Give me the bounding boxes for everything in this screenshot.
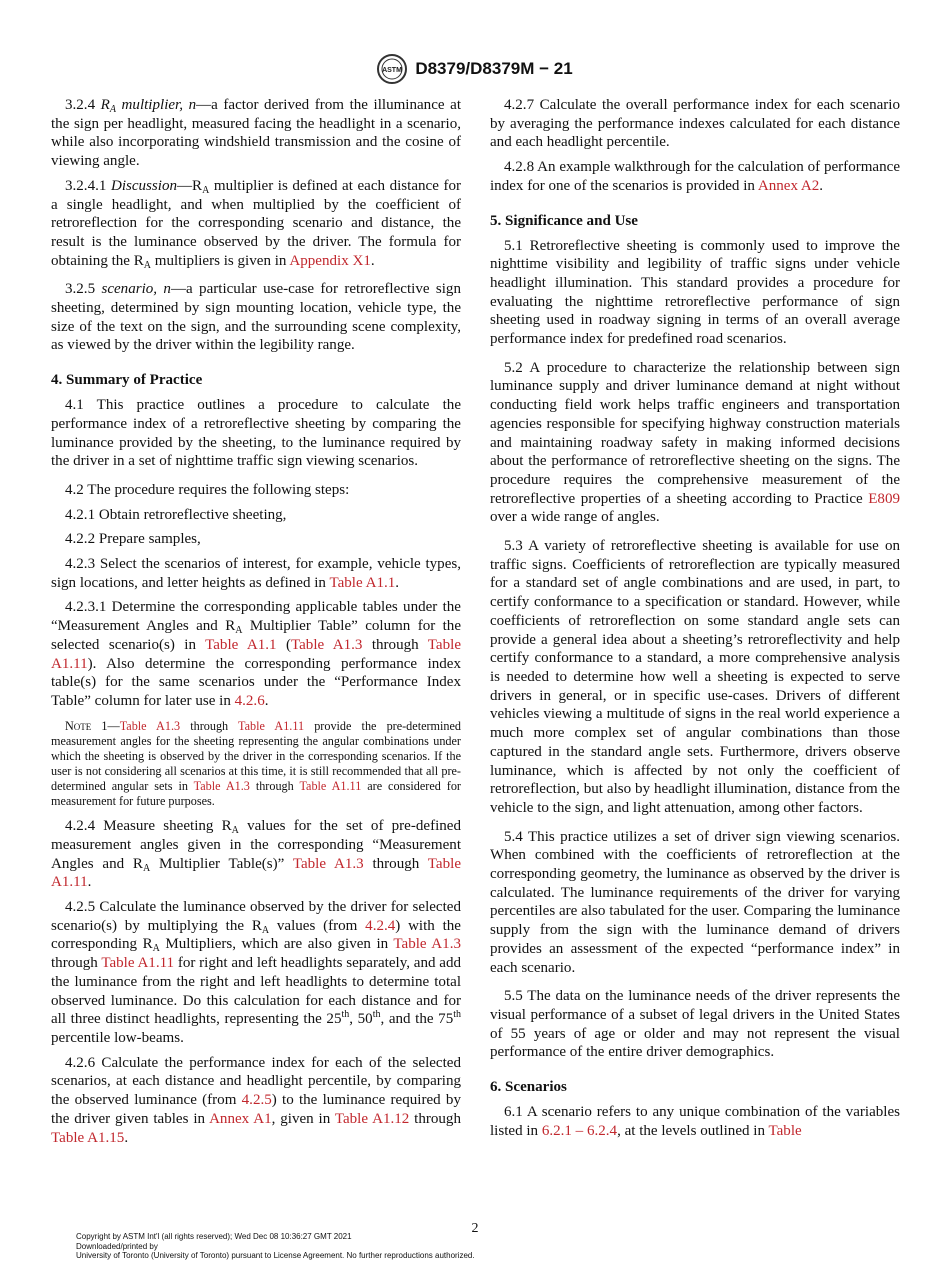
- heading-summary-of-practice: 4. Summary of Practice: [51, 372, 203, 389]
- para-4-2-8: 4.2.8 An example walkthrough for the calculation of performance index for one of the scenarios is provided in Annex A2.: [490, 159, 900, 194]
- link-table-a1-3[interactable]: Table A1.3: [292, 855, 364, 872]
- link-table-a1-15[interactable]: Table A1.15: [51, 1129, 125, 1146]
- footer-line-1: Copyright by ASTM Int'l (all rights reserved); Wed Dec 08 10:36:27 GMT 2021: [76, 1232, 352, 1241]
- logo-text: ASTM: [382, 67, 403, 74]
- link-table[interactable]: Table: [768, 1122, 802, 1139]
- para-5-5: 5.5 The data on the luminance needs of the driver represents the visual performance of a subset of legal drivers in the United States of 55 years of age or older and may not represent the visual performance of the entire driver demographics.: [490, 988, 900, 1061]
- para-3-2-4-1: 3.2.4.1 $Discussion—R_A$ multiplier is defined at each distance for a single headlight, and when multiplied by the coefficient of retroreflection for the corresponding scenario and distance, the result is the luminance observed by the driver. The formula for obtaining the $R_A$ multipliers is given in Appendix X1.: [51, 177, 461, 271]
- link-table-a1-3[interactable]: Table A1.3: [193, 779, 250, 794]
- link-e809[interactable]: E809: [868, 490, 900, 507]
- link-table-a1-11[interactable]: Table A1.11: [51, 855, 461, 891]
- para-4-2-4: 4.2.4 Measure sheeting $R_A$ values for the set of pre-defined measurement angles given in the corresponding “Measurement Angles and $R_A$ Multiplier Table(s)” Table A1.3 through Table A1.11.: [51, 818, 461, 891]
- para-4-2-7: 4.2.7 Calculate the overall performance index for each scenario by averaging the performance indexes calculated for each distance and each headlight percentile.: [490, 97, 900, 151]
- heading-scenarios: 6. Scenarios: [490, 1079, 567, 1096]
- link-4-2-4[interactable]: 4.2.4: [365, 917, 396, 934]
- para-4-2: 4.2 The procedure requires the following steps:: [65, 481, 350, 498]
- link-annex-a2[interactable]: Annex A2: [757, 177, 820, 194]
- left-column: [51, 96, 461, 1153]
- note-1: Note 1—Table A1.3 through Table A1.11 provide the pre-determined measurement angles for the sheeting representing the angular combinations under which the sheeting is observed by the driver in the corresponding scenarios. If the user is not considering all scenarios at this time, it is still recommended that all pre-determined angular sets in Table A1.3 through Table A1.11 are considered for measurement for future purposes.: [51, 718, 462, 809]
- para-4-2-2: 4.2.2 Prepare samples,: [65, 531, 201, 548]
- link-appendix-x1[interactable]: Appendix X1: [289, 252, 371, 269]
- para-4-2-1: 4.2.1 Obtain retroreflective sheeting,: [65, 506, 287, 523]
- para-5-4: 5.4 This practice utilizes a set of driver sign viewing scenarios. When combined with the coefficients of retroreflection at the corresponding geometry, the luminance as observed by the driver is calculated. The luminance requirements of the driver for varying percentiles are also tabulated for the user. Comparing the luminance supply from the sign with the luminance demand of drivers provides an assessment of the expected “performance index” in each scenario.: [490, 828, 900, 976]
- footer-line-2: Downloaded/printed by: [76, 1241, 158, 1251]
- link-table-a1-1[interactable]: Table A1.1: [329, 574, 396, 591]
- page-header: [0, 54, 950, 84]
- document-id: D8379/D8379M − 21: [415, 59, 573, 78]
- link-6-2-1-to-6-2-4[interactable]: 6.2.1 – 6.2.4: [541, 1122, 618, 1139]
- para-4-2-3: 4.2.3 Select the scenarios of interest, for example, vehicle types, sign locations, and letter heights as defined in Table A1.1.: [51, 556, 461, 591]
- para-6-1: 6.1 A scenario refers to any unique combination of the variables listed in 6.2.1 – 6.2.4, at the levels outlined in Table: [490, 1104, 900, 1139]
- link-annex-a1[interactable]: Annex A1: [209, 1110, 272, 1127]
- page-number: 2: [471, 1221, 479, 1236]
- para-5-2: 5.2 A procedure to characterize the relationship between sign luminance supply and driver luminance demand at night without conducting field work helps traffic engineers and transportation agencies responsible for specifying highway construction materials and maintaining roadway safety in making informed decisions about the performance of retroreflective sheeting on the signs. The procedure requires the comprehensive measurement of the retroreflective properties of a sheeting according to Practice E809 over a wide range of angles.: [490, 359, 900, 526]
- link-table-a1-11[interactable]: Table A1.11: [299, 779, 362, 794]
- para-4-2-3-1: 4.2.3.1 Determine the corresponding applicable tables under the “Measurement Angles and $R_A$ Multiplier Table” column for the selected scenario(s) in Table A1.1 (Table A1.3 through Table A1.11). Also determine the corresponding performance index table(s) for the same scenarios under the “Performance Index Table” column for later use in 4.2.6.: [51, 599, 461, 709]
- footer-line-3: University of Toronto (University of Toronto) pursuant to License Agreement. No further reproductions authorized.: [76, 1251, 475, 1261]
- para-4-2-6: 4.2.6 Calculate the performance index for each of the selected scenarios, at each distance and headlight percentile, by comparing the observed luminance (from 4.2.5) to the luminance required by the driver given tables in Annex A1, given in Table A1.12 through Table A1.15.: [51, 1054, 461, 1146]
- link-table-a1-3[interactable]: Table A1.3: [290, 636, 363, 653]
- link-table-a1-11[interactable]: Table A1.11: [238, 718, 305, 733]
- astm-logo: [377, 54, 407, 84]
- link-table-a1-11[interactable]: Table A1.11: [51, 636, 461, 672]
- link-table-a1-3[interactable]: Table A1.3: [393, 936, 461, 953]
- copyright-footer: [76, 1232, 475, 1261]
- para-5-1: 5.1 Retroreflective sheeting is commonly used to improve the nighttime visibility and legibility of traffic signs under vehicle headlight illumination. This standard provides a procedure for evaluating the nighttime retroreflective performance of sign sheeting used in roadway signing in terms of an overall average performance index for predefined road scenarios.: [490, 237, 900, 348]
- link-4-2-6[interactable]: 4.2.6: [234, 692, 265, 709]
- para-3-2-5: 3.2.5 scenario, n—a particular use-case for retroreflective sign sheeting, determined by sign mounting location, vehicle type, the size of the text on the sign, and the surrounding scene complexity, as viewed by the driver within the legibility range.: [51, 281, 461, 354]
- link-table-a1-11[interactable]: Table A1.11: [101, 955, 175, 972]
- right-column: [490, 96, 900, 1146]
- para-3-2-4: 3.2.4 $R_A$ multiplier, n—a factor derived from the illuminance at the sign per headlight, measured facing the headlight in a scenario, while also incorporating windshield transmission and the cosine of viewing angle.: [51, 97, 461, 170]
- link-table-a1-3[interactable]: Table A1.3: [119, 718, 181, 733]
- link-table-a1-1[interactable]: Table A1.1: [205, 636, 277, 653]
- link-4-2-5[interactable]: 4.2.5: [241, 1092, 272, 1109]
- para-4-2-5: 4.2.5 Calculate the luminance observed by the driver for selected scenario(s) by multiplying the $R_A$ values (from 4.2.4) with the corresponding $R_A$ Multipliers, which are also given in Table A1.3 through Table A1.11 for right and left headlights separately, and add the luminance from the right and left headlights to determine total observed luminance. Do this calculation for each distance and for all three distinct headlights, representing the 25th, 50th, and the 75th percentile low-beams.: [51, 899, 461, 1046]
- para-4-1: 4.1 This practice outlines a procedure to calculate the performance index of a retroreflective sheeting by comparing the luminance provided by the sheeting, to the luminance required by the driver in a set of nighttime traffic sign viewing scenarios.: [51, 397, 461, 470]
- para-5-3: 5.3 A variety of retroreflective sheeting is available for use on traffic signs. Coefficients of retroreflection are typically measured for a standard set of angle combinations and are used, in part, to certify conformance to a specification or standard. However, while coefficients of retroreflection on some standard angle sets can provide a general idea about a sheeting’s retroreflectivity and help certify conformance to a standard, a more comprehensive analysis is needed to determine how well a sheeting is expected to serve drivers in general, or in specific use-cases. Drivers of different vehicles viewing a multitude of signs in the real world experience a much more complex set of angular combinations than those captured in the standard angle sets. Furthermore, drivers observe luminance, which is affected by not only the coefficient of retroreflection, but also by headlight illumination, distance from the vehicle to the sign, and light attenuation, among other factors.: [490, 538, 900, 816]
- link-table-a1-12[interactable]: Table A1.12: [334, 1110, 410, 1127]
- heading-significance-and-use: 5. Significance and Use: [490, 212, 638, 229]
